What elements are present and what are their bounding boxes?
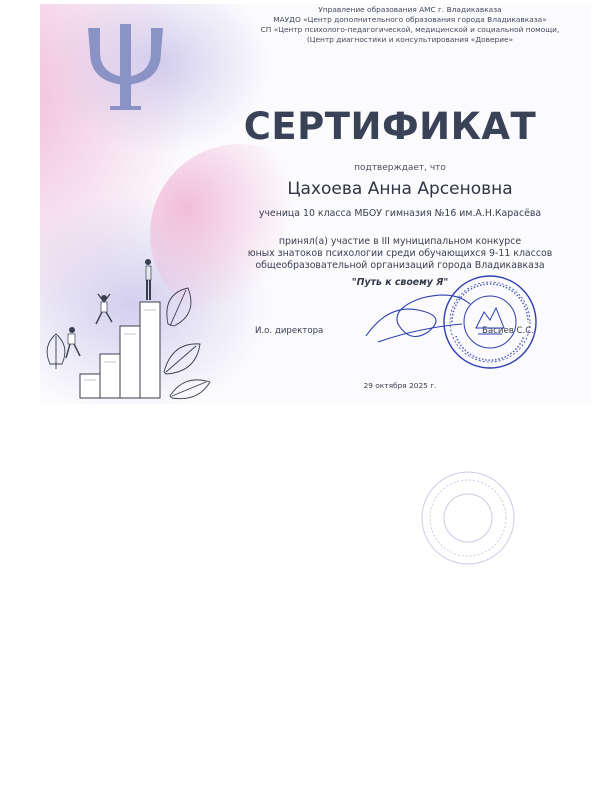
certificate bbox=[40, 4, 591, 404]
org-line-3: СП «Центр психолого-педагогической, медицинской и социальной помощи, bbox=[260, 25, 560, 34]
contest-name: "Путь к своему Я" bbox=[351, 277, 449, 288]
description-line-3: общеобразовательной организаций города Владикавказа bbox=[255, 260, 545, 271]
stamp-bleed-through bbox=[418, 468, 518, 568]
certificate-title: СЕРТИФИКАТ bbox=[243, 105, 537, 148]
issue-date: 29 октября 2025 г. bbox=[363, 381, 437, 390]
psi-logo-icon bbox=[80, 22, 172, 114]
stairs-illustration bbox=[40, 254, 220, 404]
recipient-name: Цахоева Анна Арсеновна bbox=[287, 179, 513, 199]
signer-name: Басиев С.С. bbox=[482, 326, 535, 336]
description-line-1: принял(а) участие в III муниципальном конкурсе bbox=[278, 236, 522, 247]
confirms-text: подтверждает, что bbox=[354, 163, 446, 173]
round-stamp bbox=[440, 272, 540, 372]
org-line-4: (Центр диагностики и консультирования «Доверие» bbox=[306, 35, 514, 44]
signer-role: И.о. директора bbox=[255, 326, 324, 336]
org-line-2: МАУДО «Центр дополнительного образования города Владикавказа» bbox=[273, 15, 547, 24]
school-line: ученица 10 класса МБОУ гимназия №16 им.А.Н.Карасёва bbox=[258, 208, 542, 219]
description-line-2: юных знатоков психологии среди обучающихся 9-11 классов bbox=[247, 248, 553, 259]
org-line-1: Управление образования АМС г. Владикавказа bbox=[318, 5, 502, 14]
